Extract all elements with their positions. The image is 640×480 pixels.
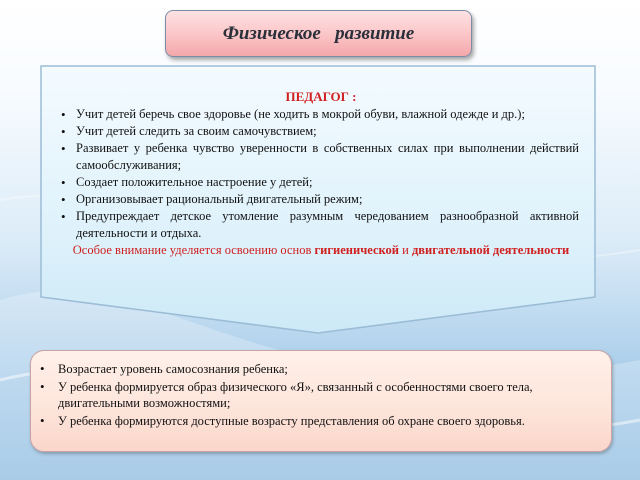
list-item: • Организовывает рациональный двигательный режим; — [63, 191, 579, 208]
list-item: • У ребенка формируются доступные возрасту представления об охране своего здоровья. — [40, 413, 598, 430]
list-item: • Предупреждает детское утомление разумным чередованием разнообразной активной деятельности и отдыха. — [63, 208, 579, 242]
list-item: • У ребенка формируется образ физического «Я», связанный с особенностями своего тела, двигательными возможностями; — [40, 379, 598, 412]
note-prefix: Особое внимание уделяется освоению основ — [72, 243, 315, 257]
list-item: • Учит детей следить за своим самочувствием; — [63, 123, 579, 140]
page-title: Физическое развитие — [222, 22, 415, 44]
title-banner — [165, 10, 472, 57]
teacher-duties-list — [63, 106, 579, 242]
teacher-content — [63, 88, 579, 259]
list-item: • Развивает у ребенка чувство уверенности в собственных силах при выполнении действий самообслуживания; — [63, 140, 579, 174]
teacher-heading: ПЕДАГОГ : — [285, 89, 357, 104]
special-attention-note — [63, 242, 579, 259]
list-item: • Возрастает уровень самосознания ребенка; — [40, 361, 598, 378]
list-item: • Учит детей беречь свое здоровье (не ходить в мокрой обуви, влажной одежде и др.); — [63, 106, 579, 123]
note-mid: и — [399, 243, 412, 257]
results-list — [40, 361, 598, 430]
list-item: • Создает положительное настроение у детей; — [63, 174, 579, 191]
note-emphasis-hygiene: гигиенической — [314, 243, 399, 257]
note-emphasis-motor: двигательной деятельности — [411, 243, 570, 257]
